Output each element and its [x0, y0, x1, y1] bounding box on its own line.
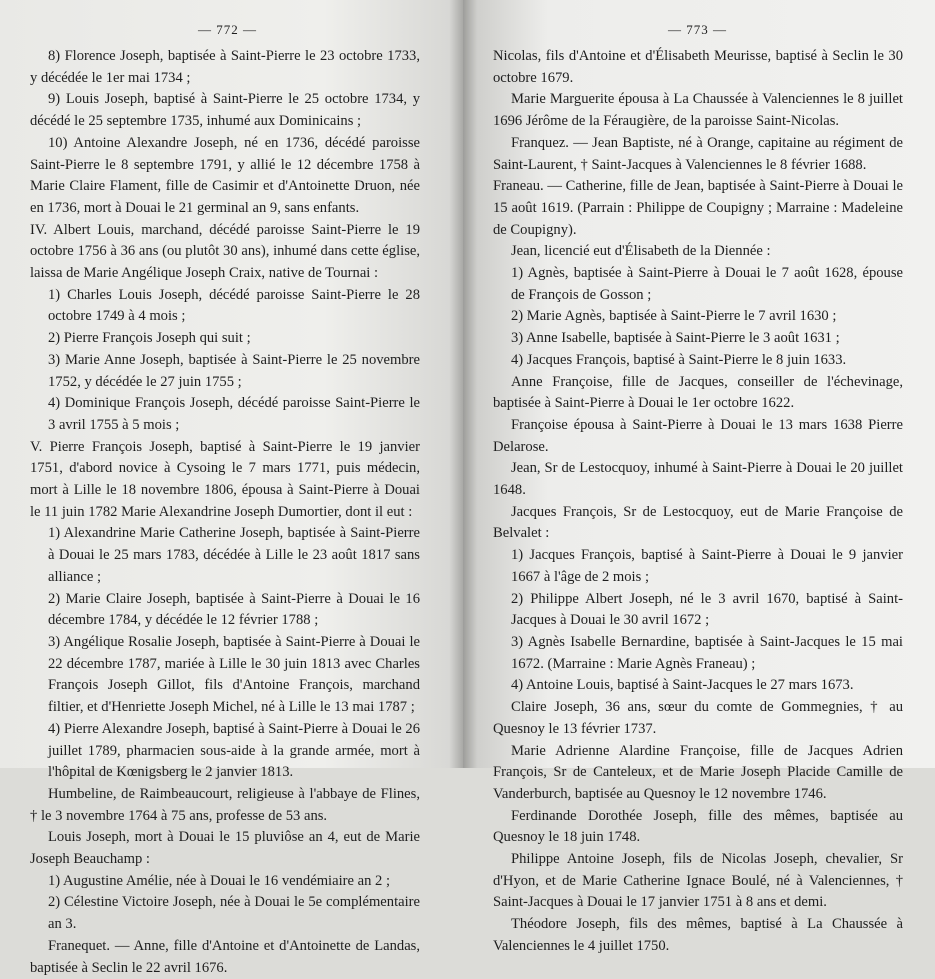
paragraph: Claire Joseph, 36 ans, sœur du comte de Gommegnies, † au Quesnoy le 13 février 1737. [493, 699, 903, 737]
paragraph: Marie Marguerite épousa à La Chaussée à Valenciennes le 8 juillet 1696 Jérôme de la Féraugière, de la paroisse Saint-Nicolas. [493, 91, 903, 130]
paragraph: 1) Alexandrine Marie Catherine Joseph, baptisée à Saint-Pierre à Douai le 25 mars 1783, décédée à Lille le 23 août 1817 sans alliance ; [48, 525, 420, 585]
paragraph: 3) Marie Anne Joseph, baptisée à Saint-Pierre le 25 novembre 1752, y décédée le 27 juin 1755 ; [48, 351, 420, 390]
paragraph: 3) Anne Isabelle, baptisée à Saint-Pierre le 3 août 1631 ; [511, 330, 840, 347]
paragraph: 3) Agnès Isabelle Bernardine, baptisée à Saint-Jacques le 15 mai 1672. (Marraine : Marie Agnès Franeau) ; [511, 633, 903, 672]
page-number-right: — 773 — [668, 22, 727, 37]
paragraph: 2) Marie Agnès, baptisée à Saint-Pierre le 7 avril 1630 ; [511, 308, 837, 325]
paragraph: Franequet. — Anne, fille d'Antoine et d'Antoinette de Landas, baptisée à Seclin le 22 avril 1676. [30, 937, 420, 976]
left-page [0, 0, 463, 976]
paragraph: Théodore Joseph, fils des mêmes, baptisé à La Chaussée à Valenciennes le 4 juillet 1750. [493, 916, 903, 954]
paragraph: 2) Marie Claire Joseph, baptisée à Saint-Pierre à Douai le 16 décembre 1784, y décédée le 12 février 1788 ; [48, 590, 420, 629]
paragraph: V. Pierre François Joseph, baptisé à Saint-Pierre le 19 janvier 1751, d'abord novice à Cysoing le 7 mars 1771, puis médecin, mort à Lille le 18 novembre 1806, épousa à Saint-Pierre à Douai le 11 juin 1782 Marie Alexandrine Joseph Dumortier, dont il eut : [30, 438, 420, 520]
page-number-left: — 772 — [198, 22, 257, 37]
paragraph: 10) Antoine Alexandre Joseph, né en 1736, décédé paroisse Saint-Pierre le 8 septembre 1791, y allié le 12 décembre 1758 à Marie Claire Flament, fille de Casimir et d'Antoinette Druon, née en 1736, mort à Douai le 21 germinal an 9, sans enfants. [30, 134, 420, 216]
paragraph: 2) Philippe Albert Joseph, né le 3 avril 1670, baptisé à Saint-Jacques à Douai le 30 avril 1672 ; [511, 590, 903, 629]
paragraph: 8) Florence Joseph, baptisée à Saint-Pierre le 23 octobre 1733, y décédée le 1er mai 1734 ; [30, 48, 420, 86]
paragraph: 2) Pierre François Joseph qui suit ; [48, 330, 251, 347]
paragraph: 4) Dominique François Joseph, décédé paroisse Saint-Pierre le 3 avril 1755 à 5 mois ; [48, 395, 420, 433]
paragraph: Anne Françoise, fille de Jacques, conseiller de l'échevinage, baptisée à Saint-Pierre à Douai le 1er octobre 1622. [493, 373, 903, 412]
left-page-text [30, 46, 420, 979]
paragraph: Humbeline, de Raimbeaucourt, religieuse à l'abbaye de Flines, † le 3 novembre 1764 à 75 ans, professe de 53 ans. [30, 785, 420, 824]
right-page-text [493, 46, 903, 958]
paragraph: 2) Célestine Victoire Joseph, née à Douai le 5e complémentaire an 3. [48, 894, 420, 933]
paragraph: 1) Charles Louis Joseph, décédé paroisse Saint-Pierre le 28 octobre 1749 à 4 mois ; [48, 286, 420, 325]
paragraph: 9) Louis Joseph, baptisé à Saint-Pierre le 25 octobre 1734, y décédé le 25 septembre 1735, inhumé aux Dominicains ; [30, 91, 420, 130]
paragraph: 4) Jacques François, baptisé à Saint-Pierre le 8 juin 1633. [511, 351, 847, 368]
paragraph: Françoise épousa à Saint-Pierre à Douai le 13 mars 1638 Pierre Delarose. [493, 416, 903, 455]
paragraph: Louis Joseph, mort à Douai le 15 pluviôse an 4, eut de Marie Joseph Beauchamp : [30, 829, 420, 868]
paragraph: 1) Jacques François, baptisé à Saint-Pierre à Douai le 9 janvier 1667 à l'âge de 2 mois ; [511, 547, 903, 585]
paragraph: Jean, Sr de Lestocquoy, inhumé à Saint-Pierre à Douai le 20 juillet 1648. [493, 460, 903, 499]
paragraph: Franeau. — Catherine, fille de Jean, baptisée à Saint-Pierre à Douai le 15 août 1619. (Parrain : Philippe de Coupigny ; Marraine : Madeleine de Coupigny). [493, 178, 903, 238]
paragraph: Ferdinande Dorothée Joseph, fille des mêmes, baptisée au Quesnoy le 18 juin 1748. [493, 807, 903, 846]
paragraph: 4) Antoine Louis, baptisé à Saint-Jacques le 27 mars 1673. [511, 677, 854, 694]
paragraph: 4) Pierre Alexandre Joseph, baptisé à Saint-Pierre à Douai le 26 juillet 1789, pharmacien sous-aide à la grande armée, mort à l'hôpital de Kœnigsberg le 2 janvier 1813. [48, 720, 420, 781]
paragraph: 1) Augustine Amélie, née à Douai le 16 vendémiaire an 2 ; [48, 872, 391, 889]
paragraph: 1) Agnès, baptisée à Saint-Pierre à Douai le 7 août 1628, épouse de François de Gosson ; [511, 265, 903, 303]
paragraph: Marie Adrienne Alardine Françoise, fille de Jacques Adrien François, Sr de Canteleux, et de Marie Joseph Placide Camille de Vanderburch, baptisée au Quesnoy le 12 novembre 1746. [493, 742, 903, 802]
paragraph: Jacques François, Sr de Lestocquoy, eut de Marie Françoise de Belvalet : [493, 503, 903, 542]
paragraph: Nicolas, fils d'Antoine et d'Élisabeth Meurisse, baptisé à Seclin le 30 octobre 1679. [493, 48, 903, 86]
paragraph: 3) Angélique Rosalie Joseph, baptisée à Saint-Pierre à Douai le 22 décembre 1787, mariée à Lille le 30 juin 1813 avec Charles François Joseph Gillot, fils d'Antoine François, marchand filtier, et d'Henriette Joseph Michel, né à Lille le 13 mai 1787 ; [48, 633, 420, 716]
paragraph: Philippe Antoine Joseph, fils de Nicolas Joseph, chevalier, Sr d'Hyon, et de Marie Catherine Ignace Boulé, né à Valenciennes, † Saint-Jacques à Douai le 17 janvier 1751 à 8 ans et demi. [493, 851, 903, 911]
right-page [463, 0, 935, 954]
paragraph: IV. Albert Louis, marchand, décédé paroisse Saint-Pierre le 19 octobre 1756 à 36 ans (ou plutôt 30 ans), inhumé dans cette église, laissa de Marie Angélique Joseph Craix, native de Tournai : [30, 221, 420, 282]
paragraph: Jean, licencié eut d'Élisabeth de la Diennée : [511, 243, 771, 260]
paragraph: Franquez. — Jean Baptiste, né à Orange, capitaine au régiment de Saint-Laurent, † Saint-Jacques à Valenciennes le 8 février 1688. [493, 134, 903, 173]
